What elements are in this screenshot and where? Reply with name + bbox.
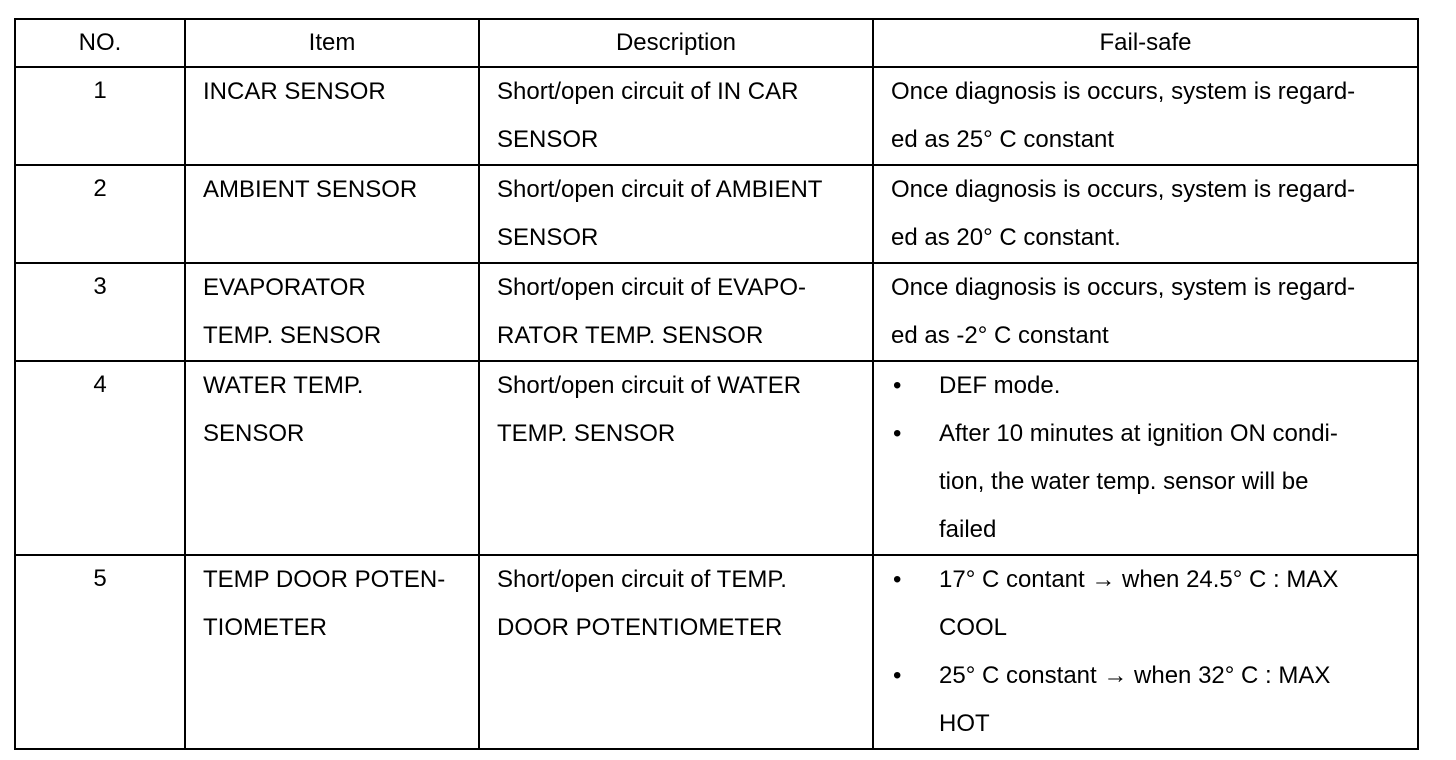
row-number: 1 (15, 67, 185, 165)
header-item: Item (185, 19, 479, 67)
bullet-text: 17° C contant → when 24.5° C : MAX COOL (939, 566, 1339, 641)
bullet-icon: • (893, 420, 902, 447)
row-failsafe (873, 361, 1418, 555)
row-description: Short/open circuit of AMBIENT SENSOR (479, 165, 873, 263)
row-number: 4 (15, 361, 185, 555)
row-description: Short/open circuit of WATER TEMP. SENSOR (479, 361, 873, 555)
bullet-icon: • (893, 566, 902, 593)
row-item: AMBIENT SENSOR (185, 165, 479, 263)
table-row (15, 263, 1418, 361)
header-failsafe: Fail-safe (873, 19, 1418, 67)
header-description: Description (479, 19, 873, 67)
row-item: TEMP DOOR POTEN- TIOMETER (185, 555, 479, 749)
failsafe-bullet-list (891, 362, 1417, 554)
table-row (15, 165, 1418, 263)
bullet-icon: • (893, 372, 902, 399)
header-no: NO. (15, 19, 185, 67)
bullet-icon: • (893, 662, 902, 689)
row-item: INCAR SENSOR (185, 67, 479, 165)
row-number: 2 (15, 165, 185, 263)
row-failsafe: Once diagnosis is occurs, system is regard- ed as 20° C constant. (873, 165, 1418, 263)
failsafe-bullet-item (891, 556, 1417, 652)
table-row (15, 555, 1418, 749)
bullet-text: DEF mode. (939, 372, 1061, 399)
failsafe-bullet-item (891, 652, 1417, 748)
failsafe-bullet-item (891, 410, 1417, 554)
row-number: 3 (15, 263, 185, 361)
failsafe-bullet-list (891, 556, 1417, 748)
row-number: 5 (15, 555, 185, 749)
failsafe-table (14, 18, 1419, 750)
failsafe-bullet-item (891, 362, 1417, 410)
row-failsafe: Once diagnosis is occurs, system is regard- ed as 25° C constant (873, 67, 1418, 165)
row-description: Short/open circuit of TEMP. DOOR POTENTIOMETER (479, 555, 873, 749)
bullet-text: 25° C constant → when 32° C : MAX HOT (939, 662, 1331, 737)
row-item: EVAPORATOR TEMP. SENSOR (185, 263, 479, 361)
table-header-row (15, 19, 1418, 67)
bullet-text: After 10 minutes at ignition ON condi- tion, the water temp. sensor will be failed (939, 420, 1338, 543)
row-failsafe (873, 555, 1418, 749)
row-item: WATER TEMP. SENSOR (185, 361, 479, 555)
table-row (15, 67, 1418, 165)
row-description: Short/open circuit of IN CAR SENSOR (479, 67, 873, 165)
row-failsafe: Once diagnosis is occurs, system is regard- ed as -2° C constant (873, 263, 1418, 361)
table-row (15, 361, 1418, 555)
row-description: Short/open circuit of EVAPO- RATOR TEMP. SENSOR (479, 263, 873, 361)
